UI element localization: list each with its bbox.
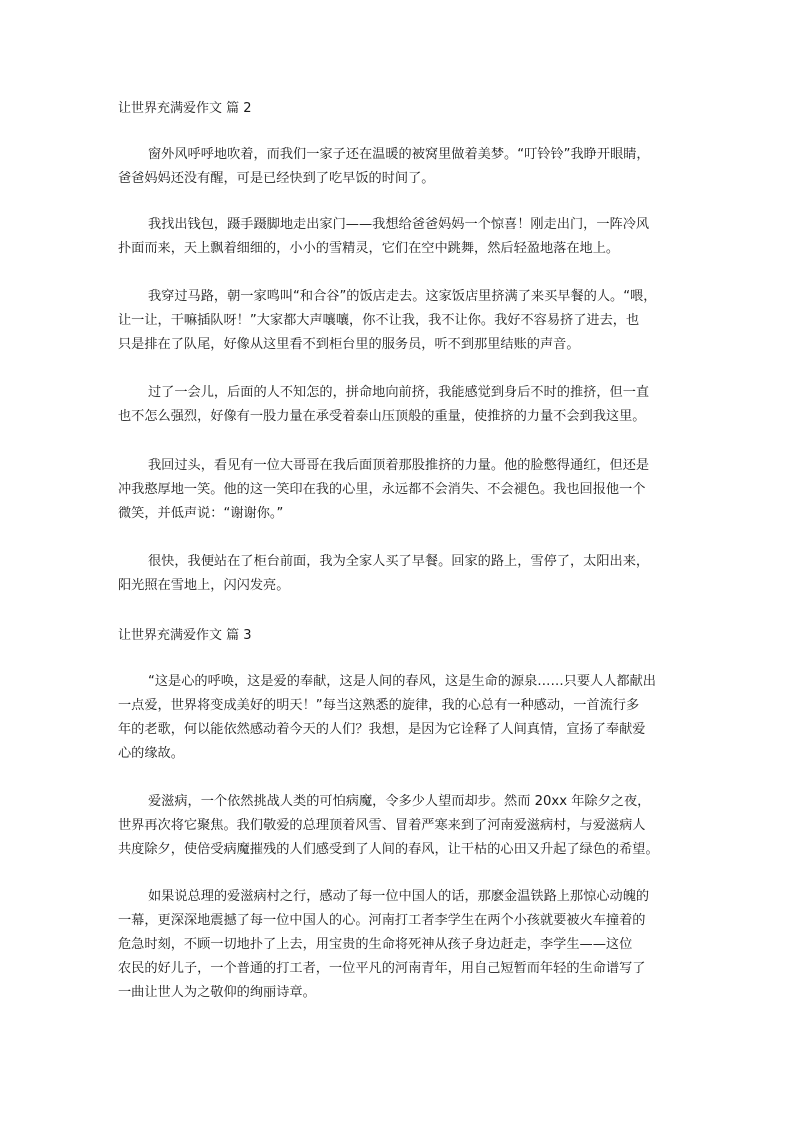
section-heading-3: 让世界充满爱作文 篇 3: [118, 628, 252, 643]
text-line: 一曲让世人为之敬仰的绚丽诗章。: [118, 985, 316, 1000]
paragraph-crowd-push: [118, 381, 688, 429]
text-line: 我穿过马路，朝一家鸣叫“和合谷”的饭店走去。这家饭店里挤满了来买早餐的人。“喂，: [148, 289, 657, 304]
text-line: 危急时刻，不顾一切地扑了上去，用宝贵的生命将死神从孩子身边赶走，李学生——这位: [118, 937, 633, 952]
text-line: 也不怎么强烈，好像有一股力量在承受着泰山压顶般的重量，使推挤的力量不会到我这里。: [118, 409, 646, 424]
text-line: 世界再次将它聚焦。我们敬爱的总理顶着风雪、冒着严寒来到了河南爱滋病村，与爱滋病人: [118, 818, 646, 833]
text-line: 农民的好儿子，一个普通的打工者，一位平凡的河南青年，用自己短暂而年轻的生命谱写了: [118, 961, 646, 976]
paragraph-li-xuesheng: [118, 885, 688, 1005]
text-line: 冲我憨厚地一笑。他的这一笑印在我的心里，永远都不会消失、不会褪色。我也回报他一个: [118, 482, 646, 497]
paragraph-cross-road: [118, 285, 688, 357]
paragraph-find-wallet: [118, 213, 688, 261]
text-line: 只是排在了队尾，好像从这里看不到柜台里的服务员，听不到那里结账的声音。: [118, 337, 580, 352]
paragraph-breakfast: [118, 550, 688, 598]
text-line: 阳光照在雪地上，闪闪发亮。: [118, 578, 290, 593]
paragraph-song: [118, 670, 688, 766]
text-line: 共度除夕，使倍受病魔摧残的人们感受到了人间的春风，让干枯的心田又升起了绿色的希望。: [118, 842, 659, 857]
text-line: 让一让，干嘛插队呀！”大家都大声嚷嚷，你不让我，我不让你。我好不容易挤了进去，也: [118, 313, 640, 328]
text-line: 我找出钱包，蹑手蹑脚地走出家门——我想给爸爸妈妈一个惊喜！刚走出门，一阵冷风: [148, 217, 650, 232]
paragraph-aids: [118, 790, 688, 862]
text-line: 如果说总理的爱滋病村之行，感动了每一位中国人的话，那麽金温铁路上那惊心动魄的: [148, 889, 650, 904]
section-heading-2: 让世界充满爱作文 篇 2: [118, 101, 252, 116]
text-line: 我回过头，看见有一位大哥哥在我后面顶着那股推挤的力量。他的脸憋得通红，但还是: [148, 458, 650, 473]
text-line: 爱滋病，一个依然挑战人类的可怕病魔，令多少人望而却步。然而 20xx 年除夕之夜，: [148, 794, 651, 809]
text-line: “这是心的呼唤，这是爱的奉献，这是人间的春风，这是生命的源泉……只要人人都献出: [148, 674, 656, 689]
text-line: 心的缘故。: [118, 746, 184, 761]
text-line: 很快，我便站在了柜台前面，我为全家人买了早餐。回家的路上，雪停了，太阳出来，: [148, 554, 650, 569]
text-line: 年的老歌，何以能依然感动着今天的人们？我想，是因为它诠释了人间真情，宣扬了奉献爱: [118, 722, 646, 737]
text-line: 微笑，并低声说：“谢谢你。”: [118, 506, 284, 521]
text-line: 扑面而来，天上飘着细细的，小小的雪精灵，它们在空中跳舞，然后轻盈地落在地上。: [118, 241, 620, 256]
text-line: 一点爱，世界将变成美好的明天！”每当这熟悉的旋律，我的心总有一种感动，一首流行多: [118, 698, 640, 713]
paragraph-window-wind: [118, 143, 688, 191]
text-line: 爸爸妈妈还没有醒，可是已经快到了吃早饭的时间了。: [118, 171, 435, 186]
text-line: 一幕，更深深地震撼了每一位中国人的心。河南打工者李学生在两个小孩就要被火车撞着的: [118, 913, 646, 928]
text-line: 过了一会儿，后面的人不知怎的，拼命地向前挤，我能感觉到身后不时的推挤，但一直: [148, 385, 650, 400]
text-line: 窗外风呼呼地吹着，而我们一家子还在温暖的被窝里做着美梦。“叮铃铃”我睁开眼睛，: [148, 147, 650, 162]
paragraph-big-brother: [118, 454, 688, 526]
